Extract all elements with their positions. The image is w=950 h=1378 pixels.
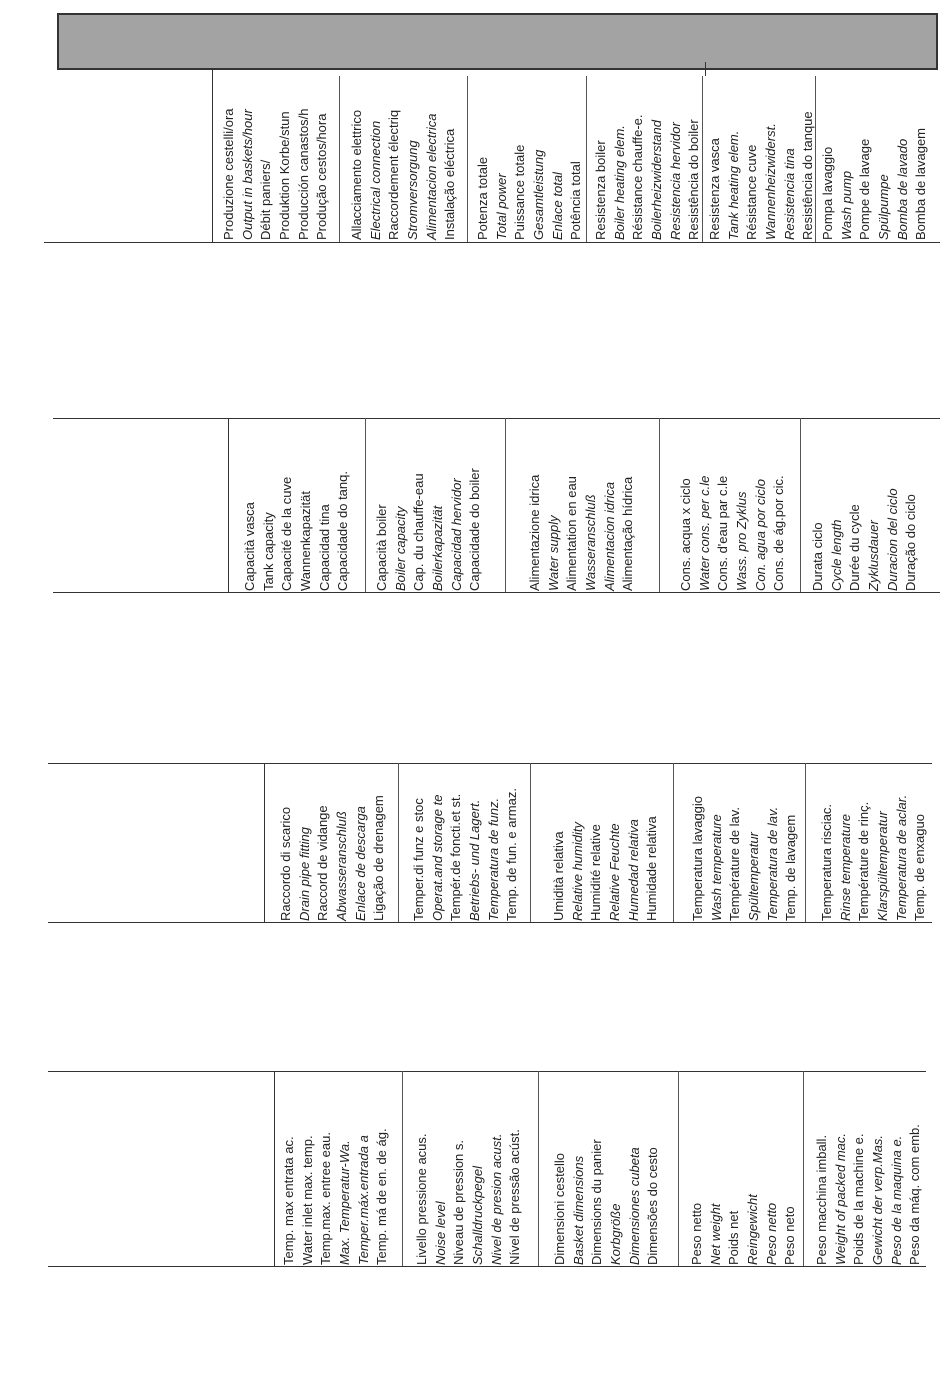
label: Wash temperature bbox=[708, 814, 724, 921]
label-group-wash-temperature bbox=[689, 796, 801, 921]
label: Temp.max. entree eau. bbox=[318, 1132, 334, 1265]
label: Relative humidity bbox=[569, 822, 585, 921]
label: Resistenza vasca bbox=[707, 138, 722, 240]
label: Peso neto bbox=[782, 1206, 798, 1265]
label-group-net-weight bbox=[688, 1194, 800, 1265]
separator-s3-1 bbox=[398, 763, 399, 922]
label: Tempér.de foncti.et st. bbox=[448, 793, 464, 921]
label: Puissance totale bbox=[512, 144, 528, 240]
separator-s3-2 bbox=[530, 763, 531, 922]
label: Temp. de fun. e armaz. bbox=[504, 788, 520, 921]
label: Reingewicht bbox=[745, 1194, 761, 1265]
label: Duração do ciclo bbox=[903, 494, 919, 591]
label: Relative Feuchte bbox=[607, 823, 623, 921]
label: Niveau de pression s. bbox=[451, 1139, 467, 1265]
label-group-inlet-temperature bbox=[280, 1128, 392, 1265]
label: Livello pressione acus. bbox=[414, 1133, 429, 1265]
label: Alimentazione idrica bbox=[527, 474, 542, 591]
label: Capacidad hervidor bbox=[448, 478, 464, 591]
label: Produktion Korbe/stun bbox=[277, 111, 293, 240]
label: Abwasseranschluß bbox=[334, 811, 350, 921]
label: Wash pump bbox=[838, 170, 854, 240]
label: Produzione cestelli/ora bbox=[221, 108, 236, 240]
label: Wannenkapazität bbox=[298, 491, 314, 591]
label: Boilerheizwiderstand bbox=[649, 120, 665, 240]
label: Operat.and storage te bbox=[429, 794, 445, 921]
section-1-divider bbox=[212, 70, 213, 242]
label: Poids net bbox=[726, 1210, 742, 1265]
label: Durée du cycle bbox=[847, 504, 863, 591]
label: Capacidad tina bbox=[316, 504, 332, 591]
label: Cap. du chauffe-eau bbox=[411, 473, 427, 591]
section-3-bottom-rule bbox=[48, 922, 932, 923]
label: Boiler heating elem. bbox=[611, 125, 627, 240]
label: Noise level bbox=[432, 1201, 448, 1265]
label: Pompe de lavage bbox=[857, 138, 873, 240]
separator-s2-3 bbox=[659, 418, 660, 592]
label: Temperatura de funz. bbox=[485, 797, 501, 921]
label: Zyklusdauer bbox=[866, 520, 882, 591]
label-group-noise-level bbox=[413, 1129, 525, 1265]
label: Alimentation en eau bbox=[564, 476, 580, 591]
label: Peso da máq. com emb. bbox=[907, 1124, 923, 1265]
label: Wass. pro Zyklus bbox=[734, 491, 750, 591]
label: Humidade relativa bbox=[644, 816, 660, 921]
label: Peso macchina imball. bbox=[814, 1134, 829, 1265]
label: Temperatura risciac. bbox=[819, 803, 834, 921]
label: Enlace de descarga bbox=[352, 806, 368, 921]
label-group-boiler-capacity bbox=[373, 468, 485, 591]
section-4-top-rule bbox=[48, 1071, 926, 1072]
separator-s1-3 bbox=[586, 76, 587, 242]
label: Temp. de enxaguo bbox=[912, 814, 928, 921]
label: Spülpumpe bbox=[876, 174, 892, 240]
label: Resistencia tina bbox=[781, 148, 797, 240]
label: Klarspültemperatur bbox=[875, 811, 891, 921]
label: Resistência do tanque bbox=[800, 111, 816, 240]
label: Humedad relativa bbox=[625, 819, 641, 921]
separator-s4-2 bbox=[538, 1071, 539, 1266]
label: Alimentação hídrica bbox=[620, 476, 636, 591]
label: Temperatura de aclar. bbox=[893, 794, 909, 921]
label: Cycle length bbox=[828, 519, 844, 591]
label: Raccordo di scarico bbox=[278, 806, 293, 921]
separator-s2-1 bbox=[365, 418, 366, 592]
label-group-total-power bbox=[474, 145, 586, 240]
label: Resistência do boiler bbox=[686, 119, 702, 240]
label: Temper.máx.entrada a bbox=[355, 1135, 371, 1265]
label: Pompa lavaggio bbox=[820, 146, 835, 240]
label: Peso de la maquina e. bbox=[888, 1135, 904, 1265]
label: Résistance chauffe-e. bbox=[630, 114, 646, 240]
label: Potência total bbox=[568, 161, 584, 240]
label: Peso netto bbox=[763, 1202, 779, 1265]
label: Alimentacion idrica bbox=[601, 481, 617, 591]
label: Peso netto bbox=[689, 1202, 704, 1265]
label-group-relative-humidity bbox=[550, 816, 662, 921]
label: Raccordement électriq bbox=[386, 109, 402, 240]
label: Dimensions du panier bbox=[589, 1139, 605, 1265]
section-4-bottom-rule bbox=[48, 1266, 926, 1267]
label: Drain pipe fitting bbox=[296, 827, 312, 921]
label: Wasseranschluß bbox=[583, 494, 599, 591]
label: Max. Temperatur-Wa. bbox=[337, 1140, 353, 1265]
label: Alimentacion electrica bbox=[423, 113, 439, 240]
label: Cons. d'eau par c.le bbox=[715, 475, 731, 591]
label: Weight of packed mac. bbox=[832, 1133, 848, 1265]
label: Dimensioni cestello bbox=[552, 1153, 567, 1265]
label: Cons. acqua x ciclo bbox=[678, 478, 693, 591]
label: Con. agua por ciclo bbox=[752, 478, 768, 591]
section-2-top-rule bbox=[53, 418, 940, 419]
separator-s4-3 bbox=[678, 1071, 679, 1266]
label-group-operating-temperature bbox=[410, 788, 522, 921]
label: Dimensiones cubeta bbox=[626, 1147, 642, 1265]
label: Bomba de lavagem bbox=[913, 127, 929, 240]
label: Producción canastos/h bbox=[295, 108, 311, 240]
label: Resistencia hervidor bbox=[667, 122, 683, 240]
label: Boiler capacity bbox=[392, 506, 408, 591]
label: Température de rinç. bbox=[856, 801, 872, 921]
label: Gewicht der verp.Mas. bbox=[870, 1134, 886, 1265]
label: Capacità boiler bbox=[374, 504, 389, 591]
separator-s4-4 bbox=[803, 1071, 804, 1266]
label: Basket dimensions bbox=[570, 1155, 586, 1265]
label: Total power bbox=[493, 173, 509, 240]
separator-s1-2 bbox=[467, 76, 468, 242]
label: Temperatura lavaggio bbox=[690, 795, 705, 921]
label: Duracion del ciclo bbox=[884, 488, 900, 591]
label: Raccord de vidange bbox=[315, 805, 331, 921]
section-1-bottom-rule bbox=[44, 242, 940, 243]
label-group-cycle-length bbox=[809, 488, 921, 591]
label: Débit paniers/ bbox=[258, 159, 274, 240]
label: Température de lav. bbox=[727, 807, 743, 921]
label: Nível de pressão acúst. bbox=[507, 1129, 523, 1265]
separator-s3-3 bbox=[673, 763, 674, 922]
label-group-boiler-heating bbox=[592, 115, 704, 241]
section-3-top-rule bbox=[48, 763, 932, 764]
label: Electrical connection bbox=[367, 120, 383, 240]
section-3-divider bbox=[264, 763, 265, 922]
label: Umidità relativa bbox=[551, 831, 566, 921]
label: Boilerkapazität bbox=[430, 505, 446, 591]
label: Tank capacity bbox=[260, 512, 276, 591]
label-group-water-supply bbox=[526, 475, 638, 591]
label: Gesamtleistung bbox=[531, 149, 547, 240]
label: Resistenza boiler bbox=[593, 140, 608, 240]
label: Temp. max entrata ac. bbox=[281, 1136, 296, 1265]
label: Temp. má de en. de ág. bbox=[374, 1128, 390, 1265]
label-group-water-consumption bbox=[677, 475, 789, 591]
label-group-electrical bbox=[348, 110, 460, 240]
label: Schalldruckpegel bbox=[470, 1165, 486, 1265]
label-group-output bbox=[220, 108, 332, 240]
separator-s4-1 bbox=[402, 1071, 403, 1266]
section-2-bottom-rule bbox=[53, 592, 940, 593]
label: Bomba de lavado bbox=[894, 138, 910, 240]
header-bar bbox=[57, 13, 938, 70]
label-group-packed-weight bbox=[813, 1124, 925, 1265]
label: Capacità vasca bbox=[242, 502, 257, 591]
label: Korbgröße bbox=[608, 1203, 624, 1265]
label: Water inlet max. temp. bbox=[299, 1135, 315, 1265]
label-group-tank-heating bbox=[706, 111, 818, 240]
label-group-rinse-temperature bbox=[818, 795, 930, 921]
label: Dimensões do cesto bbox=[645, 1147, 661, 1265]
separator-s1-1 bbox=[339, 76, 340, 242]
label: Capacidade do boiler bbox=[467, 468, 483, 591]
label: Stromversorgung bbox=[405, 140, 421, 240]
label: Wannenheizwiderst. bbox=[763, 123, 779, 240]
label-group-drain-fitting bbox=[277, 795, 389, 921]
section-2-divider bbox=[228, 418, 229, 592]
label-group-tank-capacity bbox=[241, 471, 353, 591]
section-4-divider bbox=[274, 1071, 275, 1266]
label: Water cons. per c.le bbox=[696, 475, 712, 591]
label: Produção cestos/hora bbox=[314, 113, 330, 240]
label: Temperatura de lav. bbox=[764, 806, 780, 921]
label: Humidité relative bbox=[588, 824, 604, 921]
label: Capacidade do tanq. bbox=[335, 471, 351, 591]
label: Résistance cuve bbox=[744, 144, 760, 240]
separator-s2-2 bbox=[505, 418, 506, 592]
label: Net weight bbox=[707, 1203, 723, 1265]
separator-s2-4 bbox=[800, 418, 801, 592]
label: Water supply bbox=[545, 515, 561, 591]
section-1-header-tick bbox=[705, 62, 706, 76]
label: Output in baskets/hour bbox=[239, 109, 255, 240]
label: Cons. de ág.por cic. bbox=[771, 475, 787, 591]
label: Instalação eléctrica bbox=[442, 128, 458, 240]
label: Temp. de lavagem bbox=[783, 814, 799, 921]
label: Nivel de presion acust. bbox=[488, 1133, 504, 1265]
label: Capacité de la cuve bbox=[279, 476, 295, 591]
label: Temper.di funz e stoc bbox=[411, 798, 426, 921]
label: Tank heating elem. bbox=[725, 130, 741, 240]
label: Potenza totale bbox=[475, 156, 490, 240]
label: Poids de la machine e. bbox=[851, 1133, 867, 1265]
label: Allacciamento elettrico bbox=[349, 109, 364, 240]
label: Spültemperatur bbox=[746, 832, 762, 921]
label: Rinse temperature bbox=[837, 814, 853, 921]
label-group-wash-pump bbox=[819, 128, 931, 240]
label: Durata ciclo bbox=[810, 522, 825, 591]
label: Enlace total bbox=[549, 172, 565, 240]
label: Ligação de drenagem bbox=[371, 795, 387, 921]
label-group-basket-dimensions bbox=[551, 1139, 663, 1265]
label: Betriebs- und Lagert. bbox=[467, 799, 483, 921]
separator-s3-4 bbox=[805, 763, 806, 922]
